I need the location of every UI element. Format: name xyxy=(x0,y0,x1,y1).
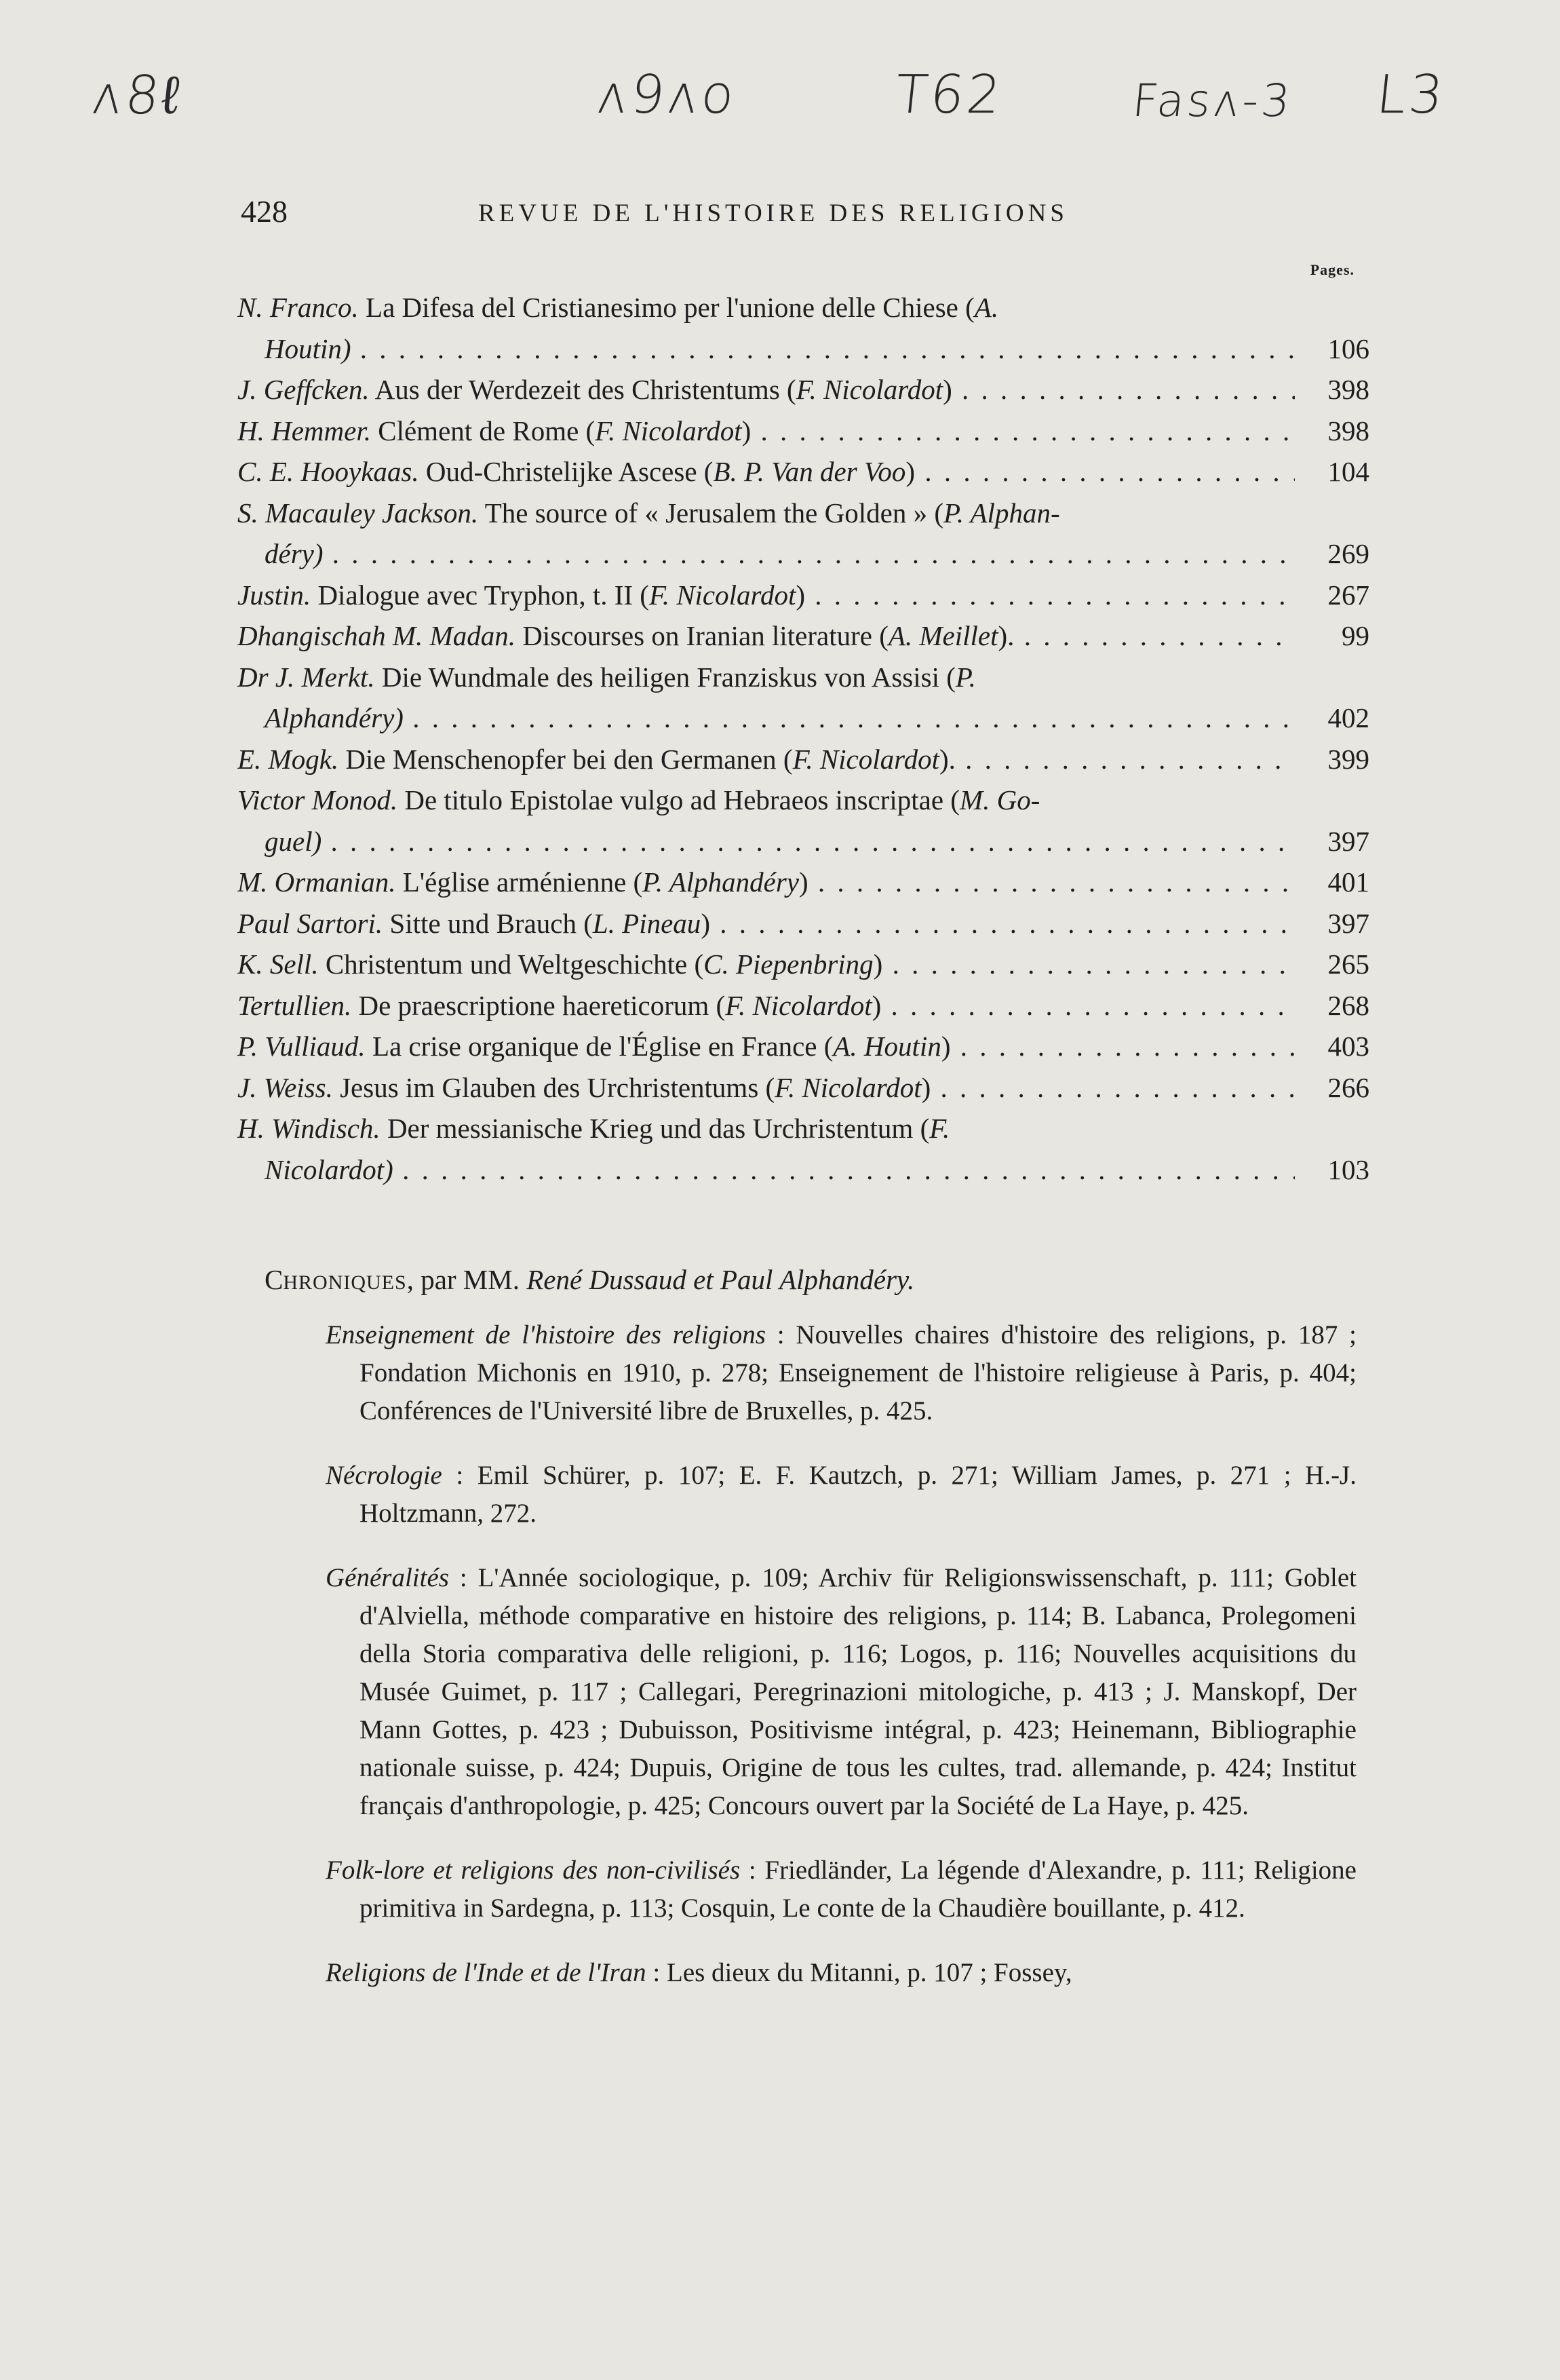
book-title: La crise organique de l'Église en France ( xyxy=(372,1031,834,1062)
page-ref: 401 xyxy=(1327,866,1369,898)
index-entry: K. Sell. Christentum und Weltgeschichte (C. Piepenbring) . . . 265 xyxy=(237,944,1373,985)
page-ref: 397 xyxy=(1327,907,1369,939)
chronique-section: Folk-lore et religions des non-civilisés : Friedländer, La légende d'Alexandre, p. 111; Religione primitiva in Sardegna, p. 113; Cosquin, Le conte de la Chaudière bouillante, p. 412. xyxy=(326,1856,1357,1923)
book-title: De titulo Epistolae vulgo ad Hebraeos inscriptae ( xyxy=(404,784,960,815)
page-ref: 397 xyxy=(1327,825,1369,857)
reviewer: P. Alphandéry xyxy=(642,866,799,898)
author-name: E. Mogk. xyxy=(237,743,339,775)
page-ref: 268 xyxy=(1327,989,1369,1021)
book-title: Sitte und Brauch ( xyxy=(389,907,593,939)
page-ref: 265 xyxy=(1327,948,1369,980)
author-name: Paul Sartori. xyxy=(237,907,383,939)
index-entry xyxy=(237,493,1373,575)
reviewer: P. Alphan- xyxy=(943,497,1060,529)
chronique-section: Enseignement de l'histoire des religions : Nouvelles chaires d'histoire des religions, p. 187 ; Fondation Michonis en 1910, p. 278; Enseignement de l'histoire religieuse à Paris, p. 404; Conférences de l'Université libre de Bruxelles, p. 425. xyxy=(326,1320,1357,1425)
author-name: C. E. Hooykaas. xyxy=(237,456,419,487)
page-number: 428 xyxy=(241,194,288,229)
handwritten-year: ᴧ9ᴧo xyxy=(593,64,740,126)
book-title: Aus der Werdezeit des Christentums ( xyxy=(374,374,796,405)
index-entry: Paul Sartori. Sitte und Brauch (L. Pineau) . . . 397 xyxy=(237,903,1373,944)
reviewer-continued: déry) . . . xyxy=(237,533,1295,575)
running-head: REVUE DE L'HISTOIRE DES RELIGIONS xyxy=(478,199,1068,227)
book-title: Dialogue avec Tryphon, t. II ( xyxy=(317,579,649,611)
reviewer: A. Houtin xyxy=(833,1031,941,1062)
index-entry: P. Vulliaud. La crise organique de l'Église en France (A. Houtin) . . . 403 xyxy=(237,1026,1373,1067)
book-title: Der messianische Krieg und das Urchristentum ( xyxy=(387,1113,930,1144)
author-name: J. Weiss. xyxy=(237,1071,333,1103)
author-name: Justin. xyxy=(237,579,311,611)
reviewer: F. xyxy=(929,1113,950,1144)
book-title: Jesus im Glauben des Urchristentums ( xyxy=(340,1071,775,1103)
chronique-section: Religions de l'Inde et de l'Iran : Les dieux du Mitanni, p. 107 ; Fossey, xyxy=(326,1958,1072,1987)
page-ref: 402 xyxy=(1327,702,1369,733)
book-title: Clément de Rome ( xyxy=(378,415,596,446)
reviewer-continued: Alphandéry) . . . xyxy=(237,697,1295,739)
author-name: Dr J. Merkt. xyxy=(237,661,375,693)
index-entry: J. Geffcken. Aus der Werdezeit des Christentums (F. Nicolardot) . . . 398 xyxy=(237,369,1373,410)
reviewer: P. xyxy=(955,661,976,693)
author-name: K. Sell. xyxy=(237,948,319,980)
page-ref: 269 xyxy=(1327,538,1369,569)
section-title: Généralités xyxy=(326,1563,449,1592)
page-ref: 399 xyxy=(1327,743,1369,775)
handwritten-mark: T62 xyxy=(892,64,1007,126)
book-title: Oud-Christelijke Ascese ( xyxy=(425,456,714,487)
index-entry: Justin. Dialogue avec Tryphon, t. II (F. Nicolardot) . . . 267 xyxy=(237,575,1373,616)
reviewer: F. Nicolardot xyxy=(725,989,872,1021)
book-title: Die Menschenopfer bei den Germanen ( xyxy=(345,743,793,775)
page-ref: 398 xyxy=(1327,374,1369,405)
book-title: La Difesa del Cristianesimo per l'unione delle Chiese ( xyxy=(366,292,975,323)
pages-column-label: Pages. xyxy=(1310,261,1354,278)
review-index xyxy=(237,261,1373,1190)
author-name: S. Macauley Jackson. xyxy=(237,497,479,529)
reviewer: M. Go- xyxy=(959,784,1040,815)
page-ref: 103 xyxy=(1327,1153,1369,1185)
chroniques-sections xyxy=(326,1303,1357,2018)
page-ref: 398 xyxy=(1327,415,1369,446)
book-title: Christentum und Weltgeschichte ( xyxy=(325,948,704,980)
reviewer-continued: Nicolardot) . . . xyxy=(237,1149,1295,1191)
author-name: Dhangischah M. Madan. xyxy=(237,620,515,651)
book-title: Die Wundmale des heiligen Franziskus von Assisi ( xyxy=(381,661,956,693)
index-entry xyxy=(237,1108,1373,1190)
author-name: Tertullien. xyxy=(237,989,352,1021)
reviewer: F. Nicolardot xyxy=(792,743,939,775)
author-name: M. Ormanian. xyxy=(237,866,396,898)
page-ref: 403 xyxy=(1327,1031,1369,1062)
author-name: H. Hemmer. xyxy=(237,415,371,446)
section-text: Friedländer, La légende d'Alexandre, p. 111; Religione primitiva in Sardegna, p. 113; Cosquin, Le conte de la Chaudière bouillante, p. 412. xyxy=(359,1856,1357,1923)
index-entry: M. Ormanian. L'église arménienne (P. Alphandéry) . . . 401 xyxy=(237,862,1373,903)
section-text: Emil Schürer, p. 107; E. F. Kautzch, p. 271; William James, p. 271 ; H.-J. Holtzmann, 272. xyxy=(359,1461,1357,1528)
reviewer: F. Nicolardot xyxy=(775,1071,922,1103)
page-header xyxy=(241,193,1373,234)
index-entry: Dhangischah M. Madan. Discourses on Iranian literature (A. Meillet). . . . 99 xyxy=(237,615,1373,657)
chroniques-authors: René Dussaud et Paul Alphandéry. xyxy=(526,1264,915,1295)
chronique-section: Généralités : L'Année sociologique, p. 109; Archiv für Religionswissenschaft, p. 111; Goblet d'Alviella, méthode comparative en histoire des religions, p. 114; B. Labanca, Prolegomeni della Storia comparativa delle religioni, p. 116; Logos, p. 116; Nouvelles acquisitions du Musée Guimet, p. 117 ; Callegari, Peregrinazioni mitologiche, p. 413 ; J. Manskopf, Der Mann Gottes, p. 423 ; Dubuisson, Positivisme intégral, p. 423; Heinemann, Bibliographie nationale suisse, p. 424; Dupuis, Origine de tous les cultes, trad. allemande, p. 424; Institut français d'anthropologie, p. 425; Concours ouvert par la Société de La Haye, p. 425. xyxy=(326,1563,1357,1820)
section-text: L'Année sociologique, p. 109; Archiv für Religionswissenschaft, p. 111; Goblet d'Alviella, méthode comparative en histoire des religions, p. 114; B. Labanca, Prolegomeni della Storia comparativa delle religioni, p. 116; Logos, p. 116; Nouvelles acquisitions du Musée Guimet, p. 117 ; Callegari, Peregrinazioni mitologiche, p. 413 ; J. Manskopf, Der Mann Gottes, p. 423 ; Dubuisson, Positivisme intégral, p. 423; Heinemann, Bibliographie nationale suisse, p. 424; Dupuis, Origine de tous les cultes, trad. allemande, p. 424; Institut français d'anthropologie, p. 425; Concours ouvert par la Société de La Haye, p. 425. xyxy=(359,1563,1357,1820)
section-title: Enseignement de l'histoire des religions xyxy=(326,1320,766,1349)
page-ref: 266 xyxy=(1327,1071,1369,1103)
index-entry xyxy=(237,657,1373,739)
author-name: H. Windisch. xyxy=(237,1113,381,1144)
reviewer-continued: guel) . . . xyxy=(237,821,1295,862)
page-ref: 106 xyxy=(1327,332,1369,364)
reviewer: A. Meillet xyxy=(888,620,998,651)
book-title: De praescriptione haereticorum ( xyxy=(358,989,726,1021)
handwritten-mark: L3 xyxy=(1373,64,1449,126)
handwritten-mark: ᴧ8ℓ xyxy=(88,65,185,126)
index-entry: C. E. Hooykaas. Oud-Christelijke Ascese (B. P. Van der Voo) . . . 104 xyxy=(237,451,1373,493)
index-entry xyxy=(237,287,1373,369)
page-ref: 104 xyxy=(1327,456,1369,487)
page-ref: 99 xyxy=(1342,620,1369,651)
reviewer: C. Piepenbring xyxy=(703,948,874,980)
author-name: Victor Monod. xyxy=(237,784,398,815)
author-name: P. Vulliaud. xyxy=(237,1031,366,1062)
section-title: Religions de l'Inde et de l'Iran xyxy=(326,1958,646,1987)
section-title: Nécrologie xyxy=(326,1461,442,1490)
reviewer-continued: Houtin) . . . xyxy=(237,328,1295,370)
reviewer: F. Nicolardot xyxy=(648,579,796,611)
section-title: Folk-lore et religions des non-civilisés xyxy=(326,1856,741,1885)
reviewer: L. Pineau xyxy=(592,907,701,939)
reviewer: B. P. Van der Voo xyxy=(713,456,906,487)
reviewer: F. Nicolardot xyxy=(796,374,943,405)
index-entry: Tertullien. De praescriptione haereticorum (F. Nicolardot) . . . 268 xyxy=(237,985,1373,1026)
author-name: N. Franco. xyxy=(237,292,359,323)
chronique-section: Nécrologie : Emil Schürer, p. 107; E. F. Kautzch, p. 271; William James, p. 271 ; H.-J. Holtzmann, 272. xyxy=(326,1461,1357,1528)
handwritten-fascicle: Fasᴧ-3 xyxy=(1129,75,1295,127)
book-title: The source of « Jerusalem the Golden » ( xyxy=(484,497,943,529)
chroniques-heading: CHRONIQUES, par MM. René Dussaud et Paul Alphandéry. xyxy=(265,1264,915,1295)
book-title: Discourses on Iranian literature ( xyxy=(522,620,889,651)
index-entry: H. Hemmer. Clément de Rome (F. Nicolardot) . . . 398 xyxy=(237,410,1373,452)
index-entry: E. Mogk. Die Menschenopfer bei den Germanen (F. Nicolardot). . . . 399 xyxy=(237,739,1373,780)
section-text: Nouvelles chaires d'histoire des religions, p. 187 ; Fondation Michonis en 1910, p. 278; Enseignement de l'histoire religieuse à Paris, p. 404; Conférences de l'Université libre de Bruxelles, p. 425. xyxy=(359,1320,1357,1425)
reviewer: A. xyxy=(974,292,999,323)
section-text: Les dieux du Mitanni, p. 107 ; Fossey, xyxy=(667,1958,1072,1987)
index-entry xyxy=(237,780,1373,862)
page-ref: 267 xyxy=(1327,579,1369,611)
book-title: L'église arménienne ( xyxy=(402,866,643,898)
author-name: J. Geffcken. xyxy=(237,374,370,405)
reviewer: F. Nicolardot xyxy=(595,415,742,446)
index-entry: J. Weiss. Jesus im Glauben des Urchristentums (F. Nicolardot) . . . 266 xyxy=(237,1067,1373,1109)
